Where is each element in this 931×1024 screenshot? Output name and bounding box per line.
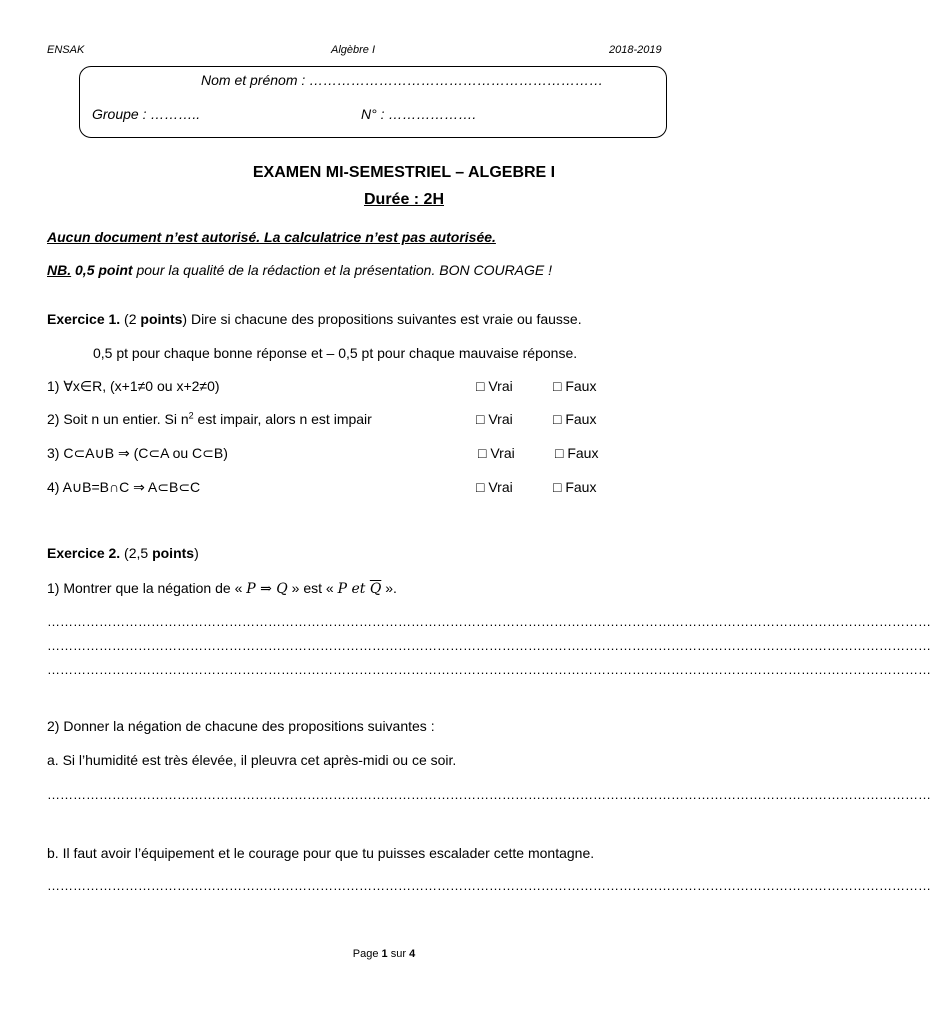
proposition-b: b. Il faut avoir l’équipement et le courage pour que tu puisses escalader cette montagne. [47, 845, 595, 861]
answer-line-a[interactable]: …………………………………………………………………………………………………………………………………………………………………………………… [47, 787, 931, 802]
faux-checkbox-1[interactable]: □ Faux [553, 378, 597, 394]
q-bar: $\overline{Q}$ [369, 581, 382, 597]
question-1 [47, 580, 397, 597]
proposition-2-exponent: 2 [188, 410, 194, 421]
exercise-1-label: Exercice 1. [47, 311, 121, 327]
answer-line-b[interactable]: …………………………………………………………………………………………………………………………………………………………………………………… [47, 878, 931, 893]
exercise-2-close: ) [194, 545, 199, 561]
nb-text: pour la qualité de la rédaction et la présentation. BON COURAGE ! [132, 262, 553, 278]
exercise-1-intro: ) Dire si chacune des propositions suivantes est vraie ou fausse. [182, 311, 582, 327]
total-pages: 4 [409, 948, 416, 960]
negation-expression-p: P et [337, 581, 370, 597]
vrai-checkbox-1[interactable]: □ Vrai [476, 378, 513, 394]
answer-line-1[interactable]: …………………………………………………………………………………………………………………………………………………………………………………… [47, 614, 931, 629]
nb-points: 0,5 point [71, 262, 133, 278]
exercise-2-points: points [152, 545, 195, 561]
nb-label: NB. [47, 262, 72, 278]
exam-duration: Durée : 2H [363, 191, 445, 208]
name-field[interactable]: Nom et prénom : ……………………………………………………… [201, 72, 604, 88]
exam-notice: Aucun document n’est autorisé. La calculatrice n’est pas autorisée. [47, 229, 496, 245]
proposition-2-start: 2) Soit n un entier. Si n [47, 411, 189, 427]
nb-line [47, 262, 552, 278]
exercise-2-heading [47, 545, 199, 561]
question-2: 2) Donner la négation de chacune des propositions suivantes : [47, 718, 435, 734]
faux-checkbox-4[interactable]: □ Faux [553, 479, 597, 495]
answer-line-2[interactable]: …………………………………………………………………………………………………………………………………………………………………………………… [47, 638, 931, 653]
question-1-end: ». [381, 580, 397, 596]
faux-checkbox-3[interactable]: □ Faux [555, 445, 599, 461]
vrai-checkbox-2[interactable]: □ Vrai [476, 411, 513, 427]
faux-checkbox-2[interactable]: □ Faux [553, 411, 597, 427]
proposition-1: 1) ∀x∈R, (x+1≠0 ou x+2≠0) [47, 378, 220, 394]
page-separator: sur [387, 948, 410, 960]
header-school: ENSAK [47, 44, 85, 56]
header-year: 2018-2019 [609, 44, 662, 56]
vrai-checkbox-3[interactable]: □ Vrai [478, 445, 515, 461]
number-field[interactable]: N° : ………………. [361, 106, 477, 122]
exercise-1-points: points [140, 311, 183, 327]
current-page: 1 [381, 948, 388, 960]
exercise-2-open: (2,5 [120, 545, 153, 561]
exercise-1-open: (2 [120, 311, 141, 327]
proposition-3: 3) C⊂A∪B ⇒ (C⊂A ou C⊂B) [47, 445, 228, 461]
negation-expression [338, 581, 382, 597]
page-number [0, 948, 768, 960]
answer-line-3[interactable]: …………………………………………………………………………………………………………………………………………………………………………………… [47, 662, 931, 677]
proposition-a: a. Si l’humidité est très élevée, il pleuvra cet après-midi ou ce soir. [47, 752, 457, 768]
exam-title: EXAMEN MI-SEMESTRIEL – ALGEBRE I [252, 164, 556, 181]
question-1-start: 1) Montrer que la négation de « [47, 580, 247, 596]
implication-expression: P ⇒ Q [246, 581, 288, 597]
proposition-2 [47, 411, 372, 427]
header-course: Algèbre I [331, 44, 376, 56]
proposition-4: 4) A∪B=B∩C ⇒ A⊂B⊂C [47, 479, 201, 495]
exercise-1-heading [47, 311, 582, 327]
group-field[interactable]: Groupe : ……….. [92, 106, 201, 122]
vrai-checkbox-4[interactable]: □ Vrai [476, 479, 513, 495]
exercise-2-label: Exercice 2. [47, 545, 121, 561]
proposition-2-end: est impair, alors n est impair [193, 411, 372, 427]
question-1-middle: » est « [287, 580, 338, 596]
exercise-1-scoring: 0,5 pt pour chaque bonne réponse et – 0,5 pt pour chaque mauvaise réponse. [93, 345, 578, 361]
page-prefix: Page [352, 948, 382, 960]
